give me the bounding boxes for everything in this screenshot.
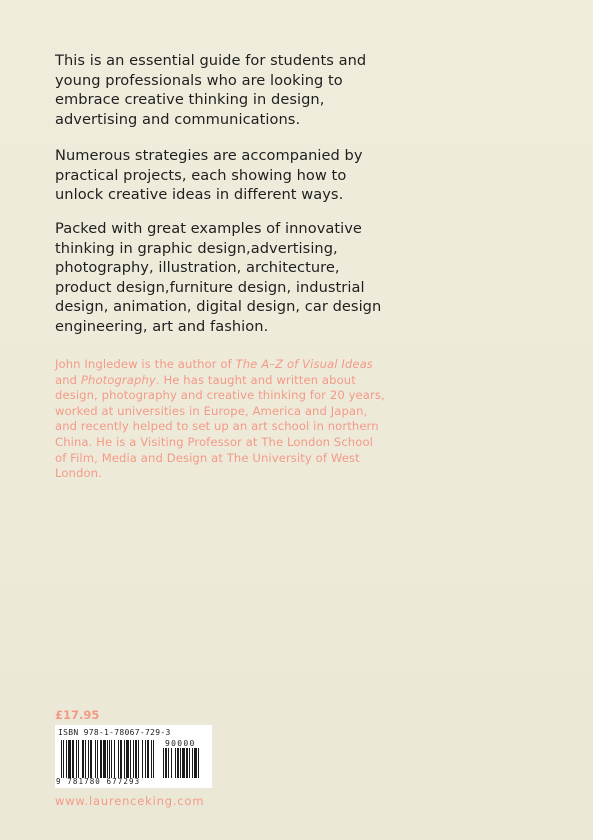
price-label: £17.95 xyxy=(55,708,100,722)
book-title-az: The A–Z of Visual Ideas xyxy=(235,357,373,371)
barcode-ean-digits: 9 781780 677293 xyxy=(56,777,141,786)
book-title-photography: Photography xyxy=(80,372,156,387)
barcode-addon-digits: 90000 xyxy=(165,739,196,748)
publisher-website: www.laurenceking.com xyxy=(55,794,205,808)
author-bio xyxy=(55,357,385,482)
ean-barcode-icon xyxy=(61,740,159,778)
strategies-paragraph: Numerous strategies are accompanied by practical projects, each showing how to unlock creative ideas in different ways. xyxy=(55,147,363,203)
intro-paragraph: This is an essential guide for students and young professionals who are looking to embrace creative thinking in design, advertising and communications. xyxy=(55,52,367,128)
isbn-label: ISBN 978-1-78067-729-3 xyxy=(58,728,171,737)
author-bio-text-2: and xyxy=(55,372,81,387)
isbn-barcode-box xyxy=(55,725,212,788)
addon-barcode-icon xyxy=(163,748,209,778)
author-bio-text-1: John Ingledew is the author of xyxy=(55,357,236,371)
author-bio-text-3: . He has taught and written about design, photography and creative thinking for 20 years, worked at universities in Europe, America and Japan, and recently helped to set up an art school in northern China. He is a Visiting Professor at The London School of Film, Media and Design at The University of West London. xyxy=(55,372,385,481)
examples-paragraph: Packed with great examples of innovative thinking in graphic design,advertising, photography, illustration, architecture, product design,furniture design, industrial design, animation, digital design, car design engineering, art and fashion. xyxy=(55,220,382,335)
